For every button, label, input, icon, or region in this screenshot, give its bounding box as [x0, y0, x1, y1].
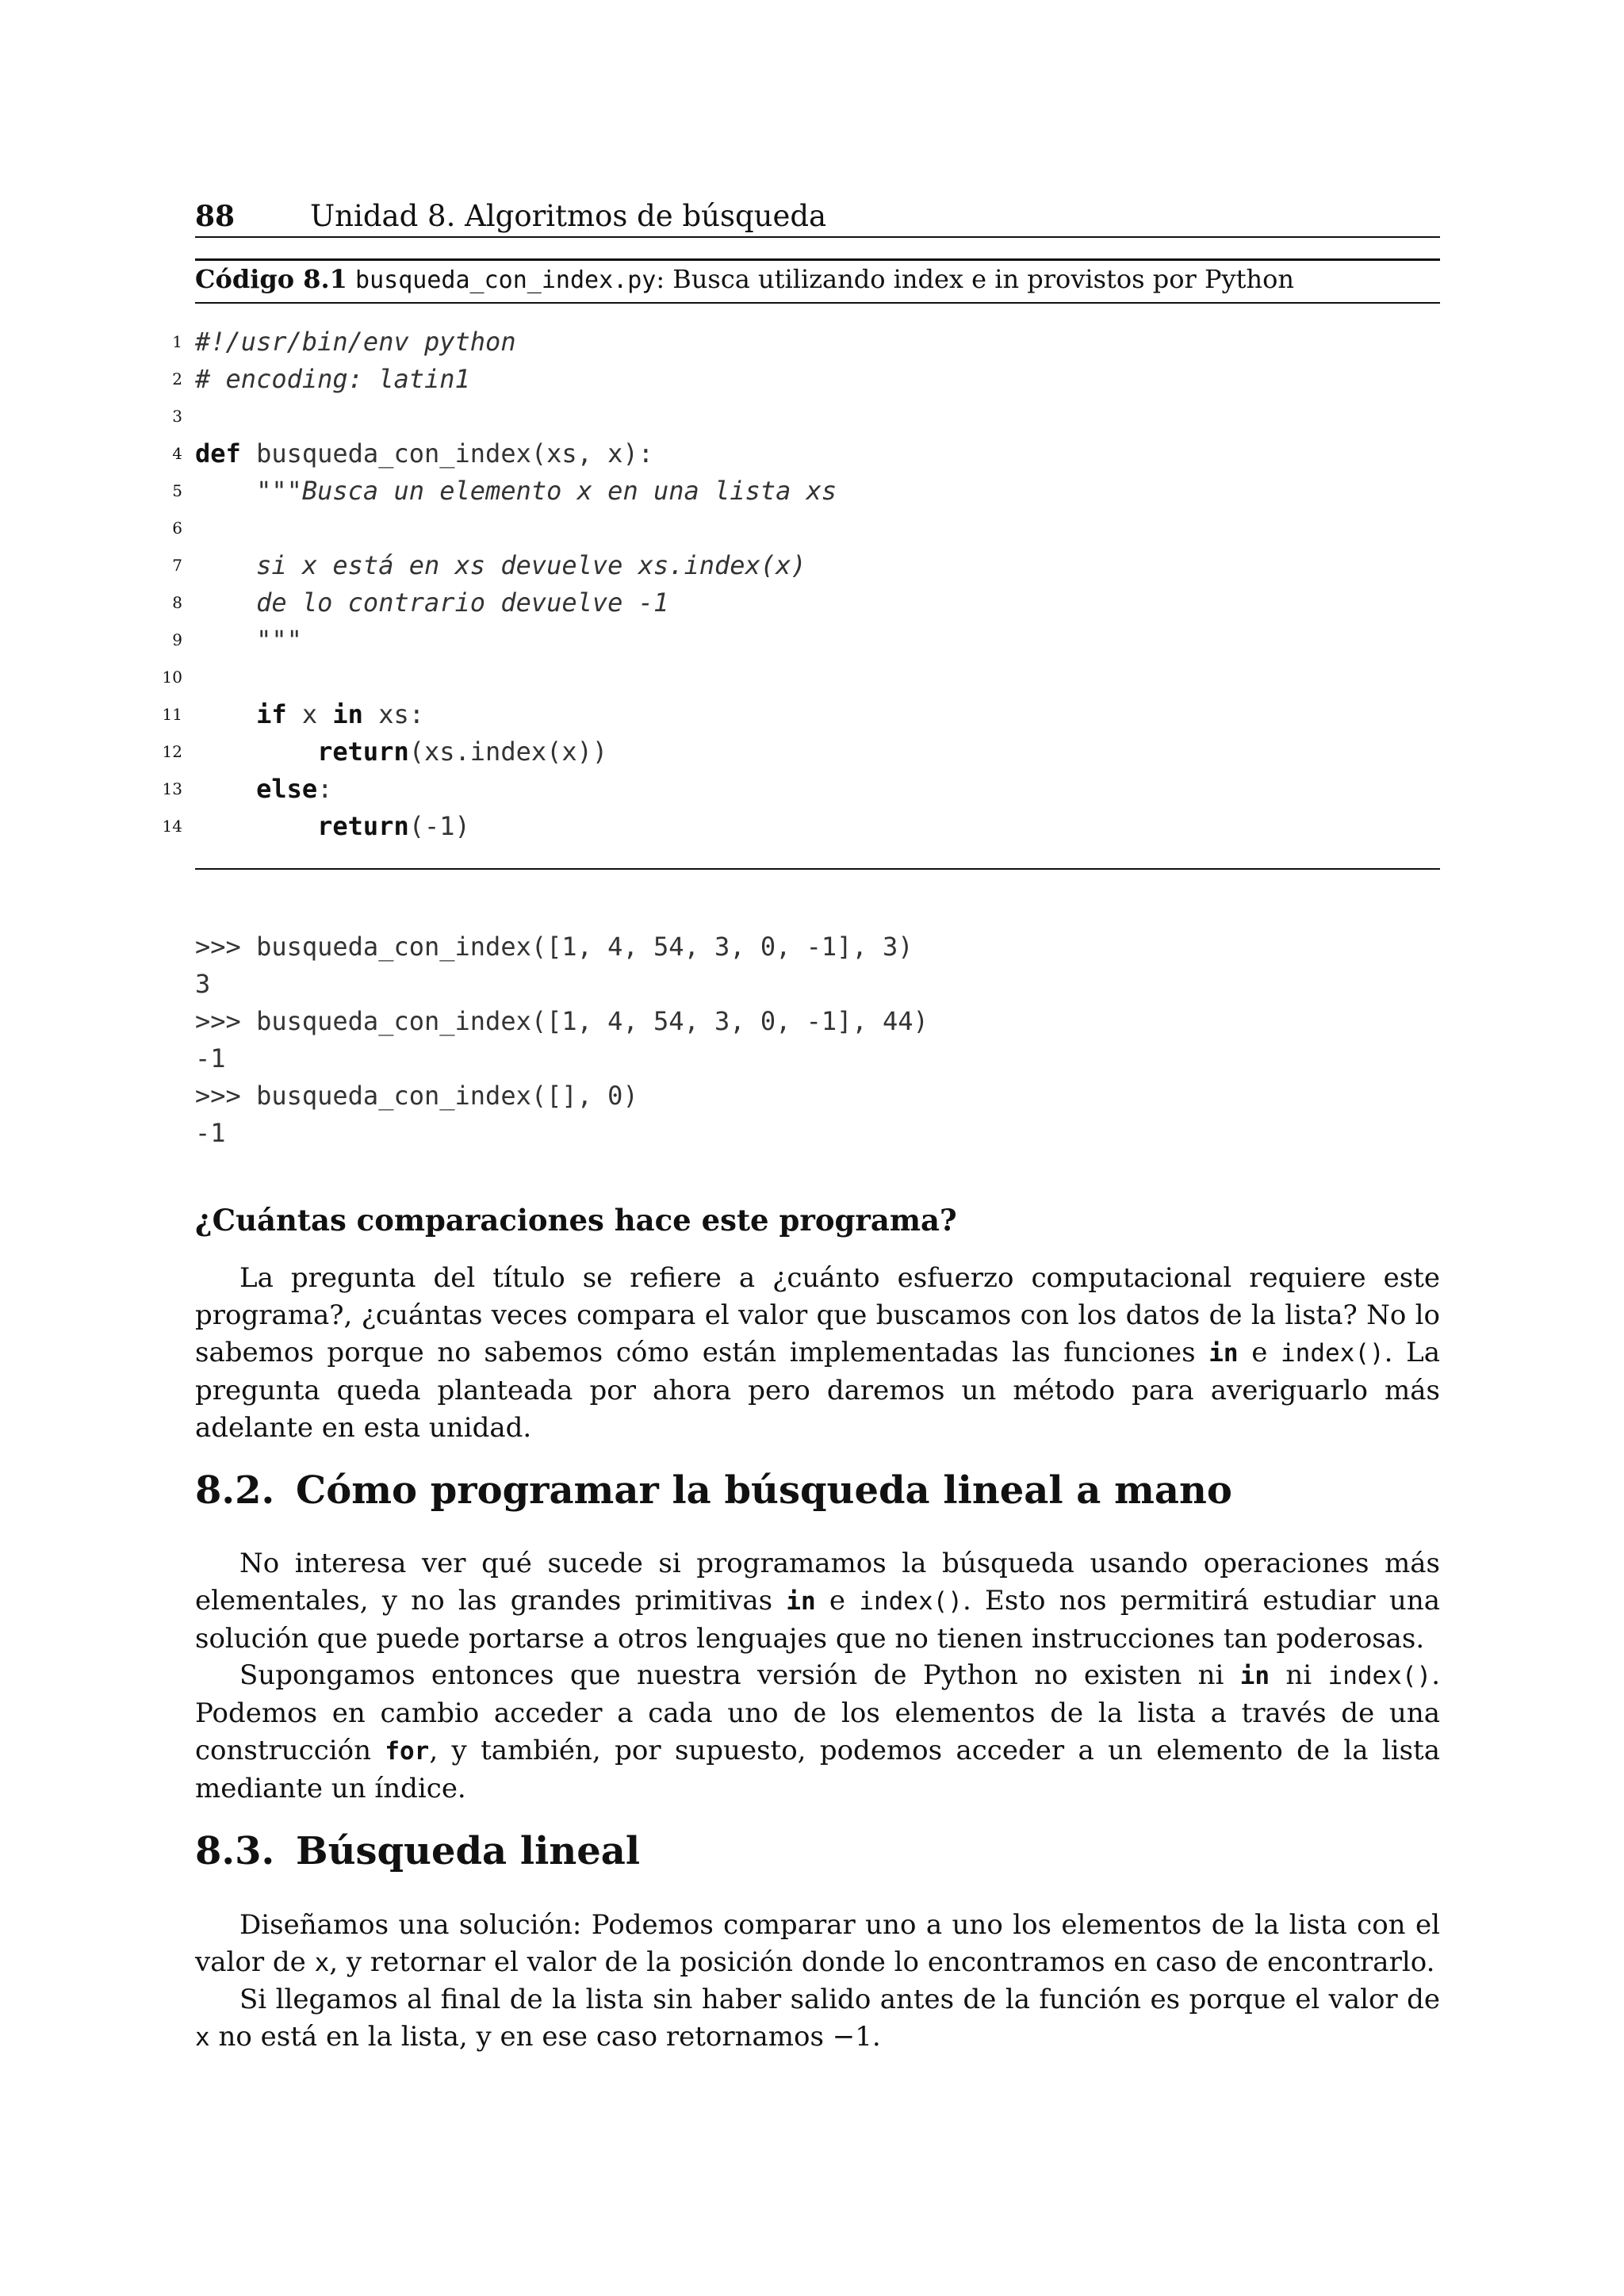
code-token: busqueda_con_index(xs, x): [240, 438, 653, 469]
code-text [195, 808, 470, 845]
line-number: 6 [172, 519, 182, 538]
code-text [195, 361, 470, 398]
code-line [159, 323, 1443, 361]
code-token: (-1) [408, 811, 470, 841]
inline-code: index() [1281, 1339, 1385, 1368]
code-line [159, 473, 1443, 510]
code-text [195, 696, 424, 733]
code-line [159, 398, 1443, 435]
chapter-title: Unidad 8. Algoritmos de búsqueda [310, 199, 827, 233]
text-run: Si llegamos al final de la lista sin haber salido antes de la función es porque el valor de [239, 1984, 1440, 2015]
inline-math: −1 [832, 2021, 872, 2053]
code-token [195, 625, 256, 655]
code-text [195, 323, 516, 361]
question-heading: ¿Cuántas comparaciones hace este programa? [195, 1203, 957, 1238]
line-number: 10 [162, 668, 182, 687]
code-line [159, 584, 1443, 622]
section-8-3-paragraph-1 [195, 1907, 1440, 1982]
line-number: 9 [172, 630, 182, 649]
line-number: 4 [172, 444, 182, 463]
session-output-line: -1 [195, 1043, 226, 1073]
running-header [195, 197, 1440, 236]
code-comment: de lo contrario devuelve -1 [256, 587, 669, 618]
code-comment: # encoding: latin1 [195, 364, 470, 394]
code-text [195, 547, 806, 584]
code-token [195, 699, 256, 729]
code-listing [159, 323, 1443, 845]
code-keyword: return [317, 811, 409, 841]
inline-keyword: for [385, 1737, 430, 1766]
code-token [195, 550, 256, 580]
code-line [159, 733, 1443, 771]
inline-code: index() [859, 1587, 963, 1616]
text-run: , y también, por supuesto, podemos acceder a un elemento de la lista mediante un índice. [195, 1735, 1440, 1804]
session-input-line: >>> busqueda_con_index([1, 4, 54, 3, 0, -1], 3) [195, 932, 914, 962]
code-token [195, 811, 317, 841]
session-input-line: >>> busqueda_con_index([1, 4, 54, 3, 0, -1], 44) [195, 1006, 929, 1036]
code-text [195, 622, 302, 659]
text-run: . Podemos en cambio acceder a cada uno de los elementos de la lista a través de una construcción [195, 1659, 1440, 1766]
code-token [195, 587, 256, 618]
text-run: . La pregunta queda planteada por ahora pero daremos un método para averiguarlo más adelante en esta unidad. [195, 1337, 1440, 1444]
code-token [195, 774, 256, 804]
text-run: No interesa ver qué sucede si programamos la búsqueda usando operaciones más elementales, y no las grandes primitivas [195, 1548, 1440, 1617]
line-number: 3 [172, 407, 182, 426]
line-number: 12 [162, 742, 182, 761]
code-comment: #!/usr/bin/env python [195, 327, 516, 357]
code-token: : [317, 774, 333, 804]
section-8-3-paragraph-2 [195, 1981, 1440, 2057]
interpreter-session [195, 928, 1440, 1152]
code-keyword: def [195, 438, 241, 469]
code-text [195, 771, 332, 808]
code-text [195, 584, 668, 622]
listing-label: Código 8.1 [195, 264, 347, 294]
section-heading-8-3 [195, 1826, 640, 1877]
session-input-line: >>> busqueda_con_index([], 0) [195, 1081, 638, 1111]
section-8-2-paragraph-1 [195, 1545, 1440, 1658]
line-number: 14 [162, 817, 182, 836]
inline-keyword: in [1208, 1339, 1239, 1368]
section-title: Cómo programar la búsqueda lineal a mano [296, 1468, 1232, 1513]
code-comment: """ [256, 625, 302, 655]
text-run: La pregunta del título se refiere a ¿cuánto esfuerzo computacional requiere este programa?, ¿cuántas veces compara el valor que buscamos con los datos de la lista? No lo sabemos porque no sabemos cómo están implementadas las funciones [195, 1262, 1440, 1368]
listing-caption [195, 260, 1440, 298]
code-keyword: in [332, 699, 363, 729]
code-text [195, 473, 837, 510]
listing-bottom-rule [195, 868, 1440, 870]
line-number: 5 [172, 481, 182, 500]
inline-code: x [314, 1949, 330, 1977]
code-line [159, 547, 1443, 584]
line-number: 7 [172, 556, 182, 575]
inline-code: index() [1327, 1662, 1432, 1690]
code-line [159, 435, 1443, 473]
code-comment: """Busca un elemento x en una lista xs [256, 476, 837, 506]
code-line [159, 510, 1443, 547]
text-run: Supongamos entonces que nuestra versión de Python no existen ni [239, 1659, 1240, 1691]
code-line [159, 361, 1443, 398]
code-text [195, 733, 607, 771]
inline-keyword: in [1239, 1662, 1270, 1690]
section-number: 8.3. [195, 1829, 275, 1873]
code-line [159, 808, 1443, 845]
text-run: e [815, 1585, 860, 1617]
listing-filename: busqueda_con_index.py [355, 266, 657, 294]
line-number: 8 [172, 593, 182, 612]
inline-code: x [195, 2023, 210, 2052]
listing-caption-rule [195, 302, 1440, 304]
code-keyword: return [317, 737, 409, 767]
section-heading-8-2 [195, 1465, 1232, 1516]
code-token: x [286, 699, 333, 729]
code-comment: si x está en xs devuelve xs.index(x) [256, 550, 806, 580]
section-title: Búsqueda lineal [296, 1829, 641, 1873]
code-keyword: if [256, 699, 287, 729]
code-token: xs: [362, 699, 424, 729]
line-number: 2 [172, 369, 182, 388]
inline-keyword: in [786, 1587, 816, 1616]
code-token [195, 737, 317, 767]
line-number: 11 [162, 705, 182, 724]
session-output-line: -1 [195, 1118, 226, 1148]
section-8-2-paragraph-2 [195, 1657, 1440, 1808]
text-run: ni [1270, 1659, 1328, 1691]
code-token [195, 476, 256, 506]
code-line [159, 622, 1443, 659]
line-number: 1 [172, 332, 182, 351]
line-number: 13 [162, 779, 182, 798]
text-run: . [871, 2021, 881, 2053]
text-run: , y retornar el valor de la posición donde lo encontramos en caso de encontrarlo. [329, 1946, 1435, 1978]
section-number: 8.2. [195, 1468, 275, 1513]
question-paragraph [195, 1260, 1440, 1447]
text-run: e [1238, 1337, 1281, 1368]
session-output-line: 3 [195, 969, 211, 999]
code-line [159, 659, 1443, 696]
page-number: 88 [195, 200, 236, 233]
code-token: (xs.index(x)) [408, 737, 608, 767]
listing-description: : Busca utilizando index e in provistos por Python [656, 264, 1294, 294]
text-run: no está en la lista, y en ese caso retornamos [209, 2021, 833, 2053]
code-line [159, 771, 1443, 808]
code-text [195, 435, 653, 473]
text-run: . Esto nos permitirá estudiar una solución que puede portarse a otros lenguajes que no tienen instrucciones tan poderosas. [195, 1585, 1440, 1655]
code-keyword: else [256, 774, 318, 804]
code-line [159, 696, 1443, 733]
text-run: Diseñamos una solución: Podemos comparar uno a uno los elementos de la lista con el valor de [195, 1909, 1440, 1978]
header-rule [195, 236, 1440, 238]
